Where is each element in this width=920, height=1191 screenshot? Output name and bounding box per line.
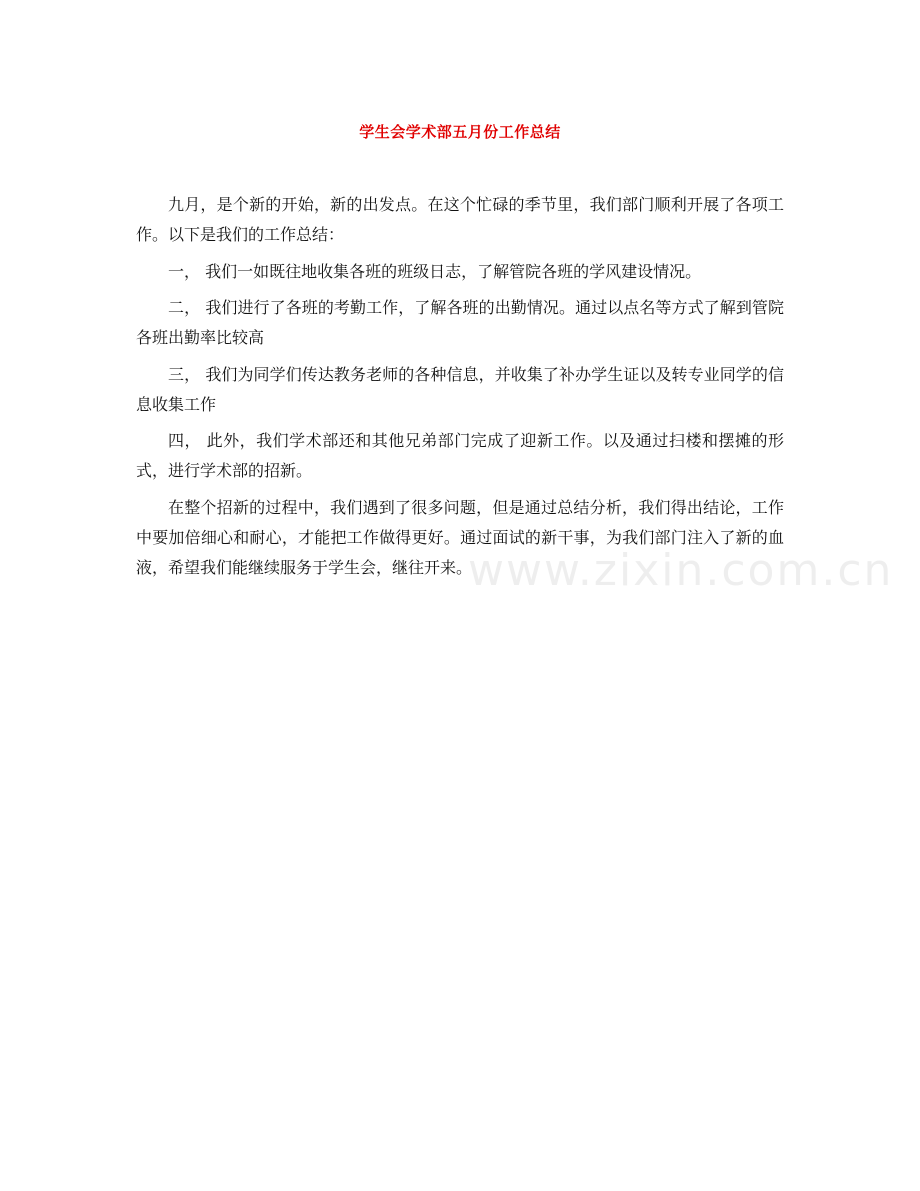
document-body (136, 190, 784, 589)
paragraph-item-4: 四， 此外，我们学术部还和其他兄弟部门完成了迎新工作。以及通过扫楼和摆摊的形式，进行学术部的招新。 (136, 431, 784, 480)
document-title: 学生会学术部五月份工作总结 (359, 123, 561, 141)
paragraph-item-3: 三， 我们为同学们传达教务老师的各种信息，并收集了补办学生证以及转专业同学的信息收集工作 (136, 364, 784, 414)
paragraph-item-1: 一， 我们一如既往地收集各班的班级日志，了解管院各班的学风建设情况。 (168, 261, 702, 281)
paragraph-intro: 九月，是个新的开始，新的出发点。在这个忙碌的季节里，我们部门顺利开展了各项工作。以下是我们的工作总结： (136, 195, 784, 244)
watermark: www.zixin.com.cn (468, 545, 894, 596)
paragraph-item-2: 二， 我们进行了各班的考勤工作，了解各班的出勤情况。通过以点名等方式了解到管院各班出勤率比较高 (136, 298, 784, 347)
paragraph-conclusion: 在整个招新的过程中，我们遇到了很多问题，但是通过总结分析，我们得出结论，工作中要加倍细心和耐心，才能把工作做得更好。通过面试的新干事，为我们部门注入了新的血液，希望我们能继续服务于学生会，继往开来。 (136, 497, 784, 577)
